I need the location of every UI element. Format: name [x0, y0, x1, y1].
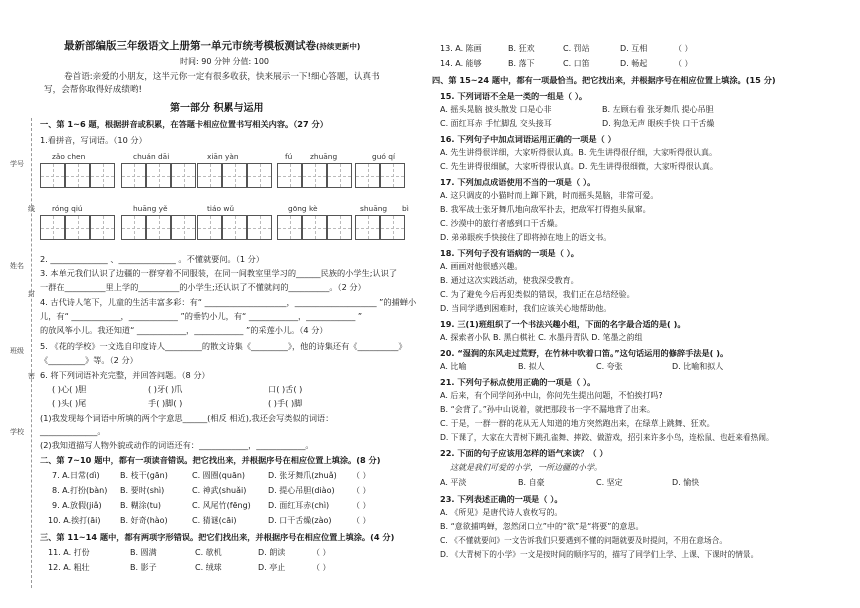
- q18-stem: 18. 下列句子没有语病的一项是（ ）。: [440, 248, 579, 258]
- q10-option-c[interactable]: C. 猜谜(cāi): [192, 516, 237, 525]
- q12-option-c[interactable]: C. 绒球: [195, 563, 222, 572]
- q6-item-4: ( )头( )尾: [52, 398, 87, 408]
- writing-box[interactable]: [222, 163, 247, 188]
- writing-box[interactable]: [222, 215, 247, 240]
- q1-pinyin-2: chuán dāi: [133, 152, 170, 161]
- q9-option-b[interactable]: B. 糊涂(tu): [120, 501, 162, 510]
- q18-option-a[interactable]: A. 画画对他很感兴趣。: [440, 262, 523, 271]
- q14-option-d[interactable]: D. 畅起: [620, 59, 648, 68]
- q1-pinyin-11: shuāng: [360, 204, 388, 213]
- side-name: 姓名: [10, 262, 24, 270]
- q6-ask-1: (1)我发现每个词语中所填的两个字意思______(相反 相近),我还会写类似的词语：: [40, 413, 334, 423]
- writing-box[interactable]: [277, 215, 302, 240]
- q22-sentence: 这就是我们可爱的小学，一所边疆的小学。: [450, 463, 602, 472]
- q17-option-c[interactable]: C. 沙漠中的旅行者感到口干舌燥。: [440, 219, 563, 228]
- q11-option-a[interactable]: 11. A. 打份: [48, 548, 90, 557]
- q1-pinyin-3: xiān yàn: [207, 152, 239, 161]
- q23-option-d[interactable]: D. 《大青树下的小学》一文是按时间的顺序写的，描写了同学们上学、上课、下课时的情景。: [440, 550, 759, 559]
- q13-option-d[interactable]: D. 互相: [620, 44, 648, 53]
- side-seal-feng: 封: [28, 290, 35, 298]
- intro-line-1: 卷首语:亲爱的小朋友，这半元你一定有很多收获，快来展示一下!细心答题，认真书: [64, 72, 380, 82]
- q8-option-b[interactable]: B. 要时(shì): [120, 486, 165, 495]
- q1-pinyin-12: bì: [402, 204, 409, 213]
- writing-box[interactable]: [197, 163, 222, 188]
- q22-option-b[interactable]: B. 自豪: [518, 478, 545, 487]
- writing-box[interactable]: [247, 215, 272, 240]
- exam-meta: 时间: 90 分钟 分值: 100: [180, 57, 270, 66]
- q16-options-cd[interactable]: C. 先生讲得很细腻，大家听得很认真。D. 先生讲得很细微，大家听得很认真。: [440, 162, 718, 171]
- q8-option-c[interactable]: C. 神武(shuǎi): [192, 486, 247, 495]
- q13-option-c[interactable]: C. 罚站: [563, 44, 590, 53]
- binding-line: [31, 118, 32, 588]
- q9-option-a[interactable]: 9. A.放假(jiǎ): [52, 501, 102, 510]
- q9-option-d[interactable]: D. 面红耳赤(chì): [268, 501, 330, 510]
- q23-option-a[interactable]: A. 《所见》是唐代诗人袁枚写的。: [440, 508, 563, 517]
- q14-option-b[interactable]: B. 落下: [508, 59, 535, 68]
- q15-option-d[interactable]: D. 狗急无声 眼疾手快 口干舌燥: [602, 119, 715, 128]
- q20-option-d[interactable]: D. 比喻和拟人: [672, 362, 724, 371]
- q3-line-2: 一群在__________里上学的__________的小学生;还认识了不懂就问的__________。（2 分）: [40, 282, 366, 292]
- q3-line-1: 3. 本单元我们认识了边疆的一群穿着不同服装，在同一间教室里学习的______民族的小学生;认识了: [40, 268, 398, 278]
- q7-option-b[interactable]: B. 枝干(gān): [120, 471, 168, 480]
- q23-option-b[interactable]: B. “意欲捕鸣蝉，忽然闭口立”中的“欲”是“将要”的意思。: [440, 522, 644, 531]
- q22-option-a[interactable]: A. 平淡: [440, 478, 467, 487]
- q14-answer-blank[interactable]: （ ）: [674, 59, 693, 68]
- side-seal-mi: 密: [28, 372, 35, 380]
- q6-ask-1b: ______________。: [40, 426, 106, 436]
- q11-option-b[interactable]: B. 圆满: [130, 548, 157, 557]
- writing-box[interactable]: [65, 163, 90, 188]
- writing-box[interactable]: [90, 163, 115, 188]
- q15-option-a[interactable]: A. 摇头晃脑 披头散发 口是心非: [440, 105, 552, 114]
- writing-box[interactable]: [146, 215, 171, 240]
- writing-box[interactable]: [277, 163, 302, 188]
- writing-box[interactable]: [197, 215, 222, 240]
- q1-pinyin-8: huāng yě: [133, 204, 168, 213]
- exam-title-note: (持续更新中): [316, 42, 361, 51]
- q15-option-b[interactable]: B. 左顾右看 张牙舞爪 提心吊胆: [602, 105, 714, 114]
- q6-item-6: ( )手( )脚: [268, 398, 303, 408]
- writing-box[interactable]: [355, 215, 380, 240]
- q4-line-1: 4. 古代诗人笔下，儿童的生活丰富多彩：有“ ____________________，____________________ ”的捕蝉小: [40, 297, 417, 307]
- section-4-title: 四、第 15~24 题中，都有一项最恰当。把它找出来，并根据序号在相应位置上填涂。(15 分): [432, 75, 776, 85]
- writing-box[interactable]: [171, 215, 196, 240]
- q22-option-d[interactable]: D. 愉快: [672, 478, 700, 487]
- q21-option-d[interactable]: D. 下课了，大家在大青树下跳孔雀舞、摔跤、做游戏，招引来许多小鸟，连松鼠、也赶来看热闹。: [440, 433, 774, 442]
- q13-option-a[interactable]: 13. A. 陈画: [440, 44, 482, 53]
- q7-option-a[interactable]: 7. A.日常(dì): [52, 471, 100, 480]
- q7-answer-blank[interactable]: （ ）: [352, 471, 371, 480]
- writing-box[interactable]: [247, 163, 272, 188]
- q15-stem: 15. 下列词语不全是一类的一组是（ ）。: [440, 91, 588, 101]
- q6-item-3: 口( )舌( ): [268, 384, 303, 394]
- section-3-title: 三、第 11~14 题中，都有两项字形错误。把它们找出来，并根据序号在相应位置上填涂。(4 分): [40, 532, 395, 542]
- q9-option-c[interactable]: C. 风尾竹(fēng): [192, 501, 251, 510]
- writing-box[interactable]: [355, 163, 380, 188]
- q17-option-b[interactable]: B. 我军战士张牙舞爪地向敌军扑去，把敌军打得抱头鼠窜。: [440, 205, 651, 214]
- writing-box[interactable]: [121, 163, 146, 188]
- q6-item-5: 手( )脚( ): [148, 398, 183, 408]
- section-1-title: 一、第 1~6 题，根据拼音或积累，在答题卡相应位置书写相关内容。（27 分）: [40, 119, 328, 129]
- q21-option-b[interactable]: B. “会背了。”孙中山说着，就把那段书一字不漏地背了出来。: [440, 405, 655, 414]
- q12-option-b[interactable]: B. 影子: [130, 563, 157, 572]
- q4-line-2: 儿，有“ ____________，____________ ”的垂钓小儿，有“ ____________，____________ ”: [40, 311, 363, 321]
- side-class: 班级: [10, 347, 24, 355]
- q19-stem: 19. 三(1)班组织了一个书法兴趣小组，下面的名字最合适的是( )。: [440, 319, 686, 329]
- q10-option-a[interactable]: 10. A.挨打(āi): [48, 516, 101, 525]
- q20-stem: 20. “湿润的东风走过荒野，在竹林中吹着口笛。”这句话运用的修辞手法是( )。: [440, 348, 729, 358]
- q20-option-a[interactable]: A. 比喻: [440, 362, 467, 371]
- q11-option-d[interactable]: D. 朗读: [258, 548, 286, 557]
- q21-stem: 21. 下列句子标点使用正确的一项是（ ）。: [440, 377, 596, 387]
- q7-option-d[interactable]: D. 张牙舞爪(zhuǎ): [268, 471, 337, 480]
- q20-option-b[interactable]: B. 拟人: [518, 362, 545, 371]
- q4-line-3: 的放风筝小儿。我还知道“ ____________，____________ ”的采莲小儿。（4 分）: [40, 325, 328, 335]
- q8-option-d[interactable]: D. 提心吊胆(diào): [268, 486, 335, 495]
- q5-line-2: 《_________》等。（2 分）: [40, 355, 138, 365]
- q18-option-c[interactable]: C. 为了避免今后再犯类似的错误，我们正在总结经验。: [440, 290, 635, 299]
- writing-box[interactable]: [380, 163, 405, 188]
- writing-box[interactable]: [90, 215, 115, 240]
- q5-line-1: 5. 《花的学校》一文选自印度诗人_________的散文诗集《_________》，他的诗集还有《__________》: [40, 341, 407, 351]
- q13-answer-blank[interactable]: （ ）: [674, 44, 693, 53]
- q11-answer-blank[interactable]: （ ）: [312, 548, 331, 557]
- writing-box[interactable]: [327, 163, 352, 188]
- q1-label: 1.看拼音，写词语。（10 分）: [40, 135, 147, 145]
- q6-label: 6. 将下列词语补充完整，并回答问题。（8 分）: [40, 370, 210, 380]
- q1-pinyin-6: guó qí: [372, 152, 395, 161]
- q17-option-d[interactable]: D. 弟弟眼疾手快接住了即将掉在地上的语文书。: [440, 233, 612, 242]
- writing-box[interactable]: [121, 215, 146, 240]
- q12-option-d[interactable]: D. 亭止: [258, 563, 286, 572]
- q18-option-d[interactable]: D. 当同学遇到困难时，我们应该关心地帮助他。: [440, 304, 612, 313]
- section-2-title: 二、第 7~10 题中，都有一项读音错误。把它找出来，并根据序号在相应位置上填涂。(8 分): [40, 455, 381, 465]
- part1-title: 第一部分 积累与运用: [170, 103, 264, 114]
- writing-box[interactable]: [380, 215, 405, 240]
- exam-title: [64, 40, 360, 53]
- q9-answer-blank[interactable]: （ ）: [352, 501, 371, 510]
- q10-option-d[interactable]: D. 口干舌燥(zào): [268, 516, 332, 525]
- writing-box[interactable]: [146, 163, 171, 188]
- q1-pinyin-4: fú: [285, 152, 293, 161]
- q22-option-c[interactable]: C. 坚定: [596, 478, 623, 487]
- q21-option-a[interactable]: A. 后来，有个同学问孙中山，你问先生提出问题，不怕挨打吗?: [440, 391, 663, 400]
- q10-option-b[interactable]: B. 好奇(hào): [120, 516, 168, 525]
- writing-box[interactable]: [65, 215, 90, 240]
- q16-stem: 16. 下列句子中加点词语运用正确的一项是（ ）: [440, 134, 616, 144]
- q20-option-c[interactable]: C. 夸张: [596, 362, 623, 371]
- q17-option-a[interactable]: A. 这只调皮的小猫时而上蹿下跳，时而摇头晃脑，非常可爱。: [440, 191, 659, 200]
- q16-options-ab[interactable]: A. 先生讲得很详细，大家听得很认真。B. 先生讲得很仔细，大家听得很认真。: [440, 148, 717, 157]
- q6-item-2: ( )牙( )爪: [148, 384, 183, 394]
- q8-answer-blank[interactable]: （ ）: [352, 486, 371, 495]
- q23-stem: 23. 下列表述正确的一项是（ ）。: [440, 494, 563, 504]
- q17-stem: 17. 下列加点成语使用不当的一项是（ ）。: [440, 177, 596, 187]
- q19-options[interactable]: A. 探索者小队 B. 黑白棋社 C. 水墨丹青队 D. 笔墨之韵组: [440, 333, 643, 342]
- q6-ask-2: (2)我知道描写人物外貌或动作的词语还有：____________，____________。: [40, 440, 314, 450]
- q12-option-a[interactable]: 12. A. 粗壮: [48, 563, 90, 572]
- q23-option-c[interactable]: C. 《不懂就要问》一文告诉我们只要遇到不懂的问题就要及时提问，不用在意场合。: [440, 536, 728, 545]
- writing-box[interactable]: [302, 163, 327, 188]
- exam-title-text: 最新部编版三年级语文上册第一单元市统考模板测试卷: [64, 40, 316, 52]
- q1-pinyin-10: gōng kè: [288, 204, 318, 213]
- q14-option-c[interactable]: C. 口笛: [563, 59, 590, 68]
- writing-box[interactable]: [171, 163, 196, 188]
- q12-answer-blank[interactable]: （ ）: [312, 563, 331, 572]
- q21-option-c[interactable]: C. 于是，一群一群的花从无人知道的地方突然跑出来，在绿草上跳舞、狂欢。: [440, 419, 715, 428]
- q22-stem: 22. 下面的句子应该用怎样的语气来读？（ ）: [440, 448, 608, 458]
- q7-option-c[interactable]: C. 圆圈(quān): [192, 471, 246, 480]
- side-school: 学校: [10, 428, 24, 436]
- q1-pinyin-5: zhuāng: [310, 152, 338, 161]
- q8-option-a[interactable]: 8. A.打扮(bàn): [52, 486, 108, 495]
- q11-option-c[interactable]: C. 欹机: [195, 548, 222, 557]
- q6-item-1: ( )心( )胆: [52, 384, 87, 394]
- intro-line-2: 写，会帮你取得好成绩哟!: [44, 85, 142, 95]
- q2-text: 2. ______________ 、______________ 。不懂就要问。（1 分）: [40, 254, 265, 264]
- side-seal-xian: 线: [28, 205, 35, 213]
- writing-box[interactable]: [40, 215, 65, 240]
- q1-pinyin-7: róng qiú: [52, 204, 83, 213]
- q14-option-a[interactable]: 14. A. 能够: [440, 59, 482, 68]
- q1-pinyin-9: tiáo wǔ: [207, 204, 235, 213]
- q13-option-b[interactable]: B. 狂欢: [508, 44, 535, 53]
- writing-box[interactable]: [302, 215, 327, 240]
- q15-option-c[interactable]: C. 面红耳赤 手忙脚乱 交头接耳: [440, 119, 552, 128]
- writing-box[interactable]: [40, 163, 65, 188]
- q18-option-b[interactable]: B. 通过这次实践活动，使我深受教育。: [440, 276, 579, 285]
- q10-answer-blank[interactable]: （ ）: [352, 516, 371, 525]
- writing-box[interactable]: [327, 215, 352, 240]
- q1-pinyin-1: zǎo chen: [52, 152, 86, 161]
- side-student-no: 学号: [10, 160, 24, 168]
